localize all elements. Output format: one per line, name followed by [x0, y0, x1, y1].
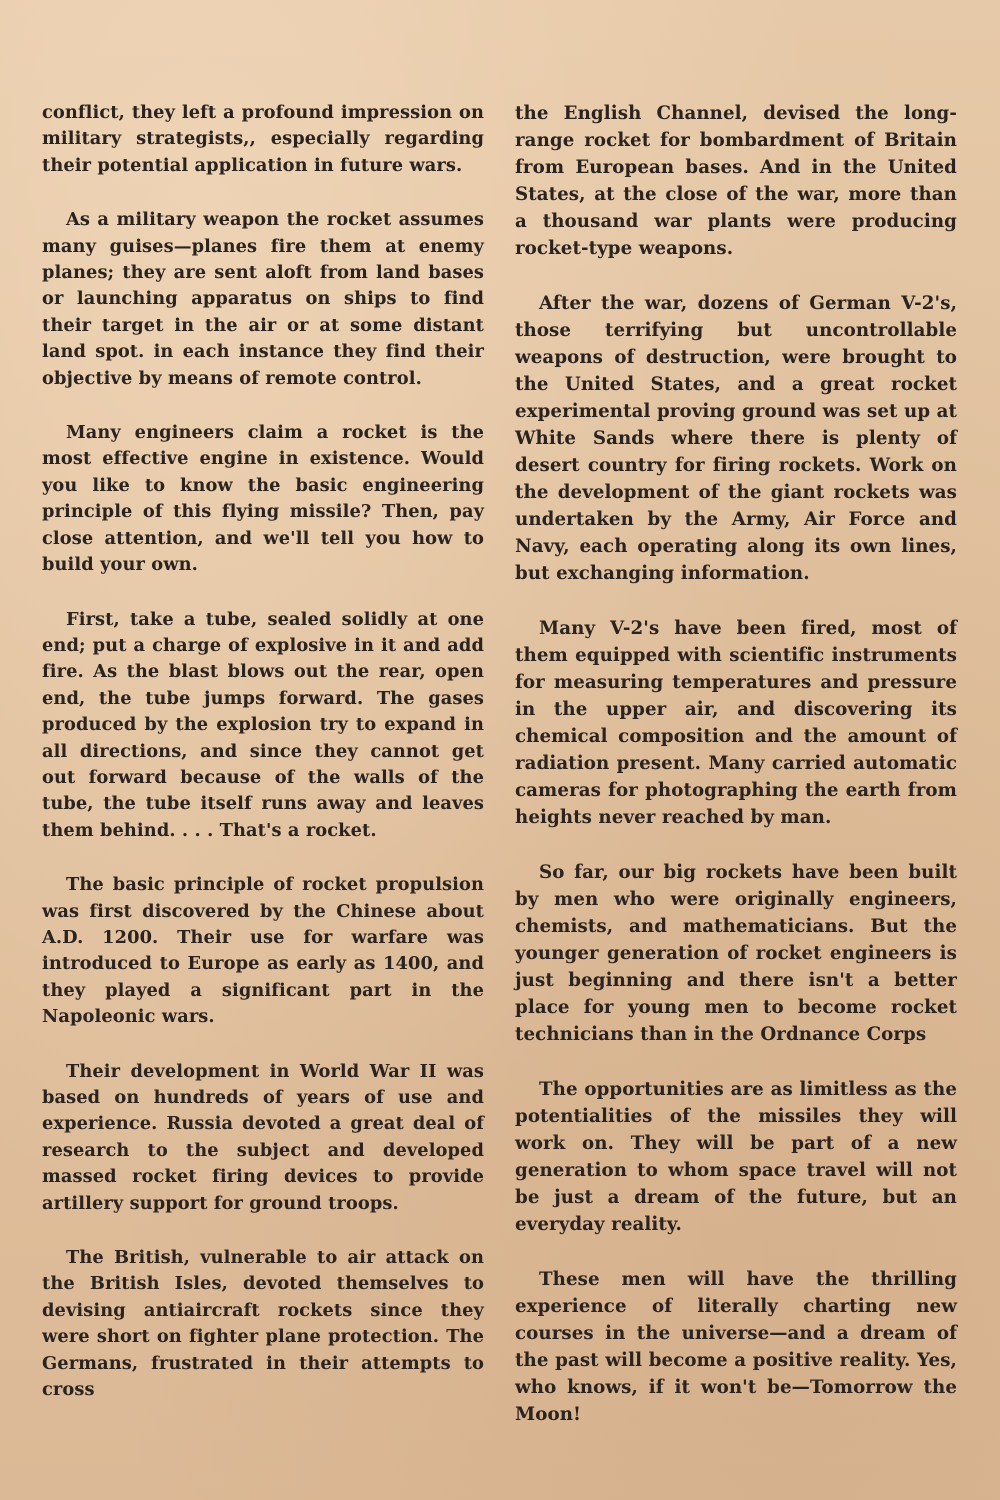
paragraph: Many engineers claim a rocket is the most effective engine in existence. Would you like to know the basic engineering principle of this flying missile? Then, pay close attention, and we'll tell you how to build your own.: [42, 422, 484, 576]
paragraph: The basic principle of rocket propulsion was first discovered by the Chinese about A.D. 1200. Their use for warfare was introduced to Europe as early as 1400, and they played a significant part in the Napoleonic wars.: [42, 874, 484, 1028]
paragraph: The opportunities are as limitless as the potentialities of the missiles they will work on. They will be part of a new generation to whom space travel will not be just a dream of the future, but an everyday reality.: [515, 1079, 957, 1235]
left-column: [42, 100, 484, 1403]
paragraph: These men will have the thrilling experience of literally charting new courses in the universe—and a dream of the past will become a positive reality. Yes, who knows, if it won't be—Tomorrow the Moon!: [515, 1269, 957, 1425]
right-column: [515, 100, 957, 1428]
paragraph: As a military weapon the rocket assumes many guises—planes fire them at enemy planes; they are sent aloft from land bases or launching apparatus on ships to find their target in the air or at some distant land spot. in each instance they find their objective by means of remote control.: [42, 209, 484, 389]
paragraph: After the war, dozens of German V-2's, those terrifying but uncontrollable weapons of destruction, were brought to the United States, and a great rocket experimental proving ground was set up at White Sands where there is plenty of desert country for firing rockets. Work on the development of the giant rockets was undertaken by the Army, Air Force and Navy, each operating along its own lines, but exchanging information.: [515, 293, 957, 584]
paragraph: First, take a tube, sealed solidly at one end; put a charge of explosive in it and add fire. As the blast blows out the rear, open end, the tube jumps forward. The gases produced by the explosion try to expand in all directions, and since they cannot get out forward because of the walls of the tube, the tube itself runs away and leaves them behind. . . . That's a rocket.: [42, 608, 484, 841]
paragraph: The British, vulnerable to air attack on the British Isles, devoted themselves to devising antiaircraft rockets since they were short on fighter plane protection. The Germans, frustrated in their attempts to cross: [42, 1247, 484, 1401]
paragraph: Many V-2's have been fired, most of them equipped with scientific instruments for measuring temperatures and pressure in the upper air, and discovering its chemical composition and the amount of radiation present. Many carried automatic cameras for photographing the earth from heights never reached by man.: [515, 618, 957, 828]
paragraph: the English Channel, devised the long-range rocket for bombardment of Britain from European bases. And in the United States, at the close of the war, more than a thousand war plants were producing rocket-type weapons.: [515, 103, 957, 259]
paragraph: conflict, they left a profound impression on military strategists,, especially regarding their potential application in future wars.: [42, 102, 484, 176]
paragraph: Their development in World War II was based on hundreds of years of use and experience. Russia devoted a great deal of research to the subject and developed massed rocket firing devices to provide artillery support for ground troops.: [42, 1060, 484, 1214]
paragraph: So far, our big rockets have been built by men who were originally engineers, chemists, and mathematicians. But the younger generation of rocket engineers is just beginning and there isn't a better place for young men to become rocket technicians than in the Ordnance Corps: [515, 862, 957, 1045]
